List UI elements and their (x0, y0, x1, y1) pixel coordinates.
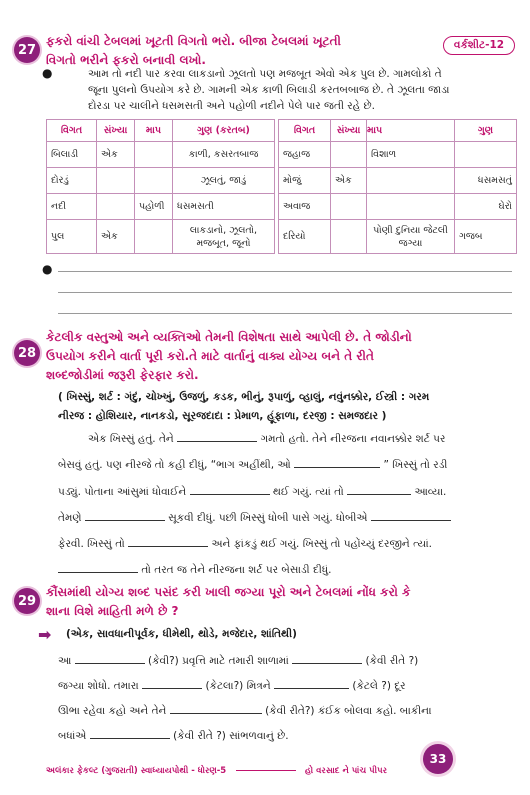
answer-options: (એક, સાવધાનીપૂર્વક, ધીમેથી, થોડે, મજેદાર, શાંતિથી) (66, 628, 297, 640)
table-cell[interactable] (331, 220, 367, 254)
fill-blank[interactable] (75, 654, 145, 664)
table-row (279, 220, 517, 254)
table-header: માપ (135, 120, 173, 142)
table-cell: પુલ (47, 220, 97, 254)
fill-line (58, 704, 432, 718)
worksheet-badge: વર્કશીટ-12 (443, 36, 515, 55)
table-cell: દોરડું (47, 168, 97, 194)
story-text: અને ફાંકડું થઈ ગયું. ખિસ્સું તો પહોંચ્યું દરજીને ત્યાં. (211, 538, 432, 550)
story-blank[interactable] (294, 458, 380, 468)
story-text: ” ખિસ્સું તો રડી (383, 459, 448, 471)
fill-line (58, 654, 418, 668)
story-text: સૂકવી દીધું. પછી ખિસ્સું ધોબી પાસે ગયું. ધોબીએ (168, 512, 368, 524)
table-cell: જહાજ (279, 142, 331, 168)
fill-text: (કેવી રીતે?) કંઈક બોલવા કહો. બાકીના (265, 705, 432, 717)
table-header: વિગત (279, 120, 331, 142)
table-cell[interactable] (455, 142, 517, 168)
table-header-row (47, 120, 275, 142)
table-cell[interactable] (97, 168, 135, 194)
bullet-icon: ● (42, 262, 53, 276)
story-text: તેમણે (58, 512, 82, 524)
passage-line: જૂના પુલનો ઉપયોગ કરે છે. ગામની એક કાળી બિલાડી કરતબબાજ છે. તે ઝૂલતા જાડા (88, 84, 450, 96)
question-28-title (46, 328, 412, 385)
story-text: ફેરવી. ખિસ્સું તો (58, 538, 125, 550)
story-text: એક ખિસ્સું હતું. તેને (88, 433, 174, 445)
question-29-title (46, 583, 411, 621)
page-number: 33 (423, 744, 453, 774)
table-row (279, 168, 517, 194)
story-line (58, 458, 447, 472)
fill-line (58, 729, 289, 743)
table-cell[interactable] (135, 168, 173, 194)
passage-line: દોરડા પર ચાલીને ધસમસતી અને પહોળી નદીને પેલે પાર જતી રહે છે. (88, 100, 375, 112)
footer-divider (236, 770, 296, 771)
story-text: બેસવું હતું. પણ નીરજે તો કહી દીધું, “ભાગ અહીંથી, ઓ (58, 459, 291, 471)
story-line (88, 432, 445, 446)
table-cell: વિશાળ (367, 142, 455, 168)
table-cell: ગજબ (455, 220, 517, 254)
table-cell: પોણી દુનિયા જેટલી જગ્યા (367, 220, 455, 254)
detail-table-2 (278, 119, 517, 254)
table-row (47, 220, 275, 254)
answer-line[interactable] (58, 292, 512, 293)
fill-blank[interactable] (292, 654, 362, 664)
table-cell: પહોળી (135, 194, 173, 220)
question-number-29: 29 (14, 588, 40, 614)
table-cell: ઘેરો (455, 194, 517, 220)
table-cell[interactable] (331, 194, 367, 220)
table-header: સંખ્યા (331, 120, 367, 142)
word-pairs-line: નીરજ : હોશિયાર, નાનકડો, સૂરજદાદા : પ્રેમાળ, હૂંફાળા, દરજી : સમજદાર ) (58, 410, 387, 422)
table-row (47, 168, 275, 194)
table-row (279, 142, 517, 168)
question-27-title-line-2: વિગતો ભરીને ફકરો બનાવી લખો. (46, 53, 206, 67)
fill-text: (કેટલા?) મિત્રને (205, 680, 271, 692)
question-number-27: 27 (14, 37, 40, 63)
story-blank[interactable] (85, 511, 165, 521)
question-29-title-line-2: શાના વિશે માહિતી મળે છે ? (46, 604, 179, 618)
table-header: માપ (367, 120, 455, 142)
table-cell: લાકડાનો, ઝૂલતો, મજબૂત, જૂનો (173, 220, 275, 254)
story-blank[interactable] (58, 563, 138, 573)
table-cell: દરિયો (279, 220, 331, 254)
table-cell: ઝૂલતું, જાડું (173, 168, 275, 194)
table-header: વિગત (47, 120, 97, 142)
story-line (58, 563, 332, 577)
answer-line[interactable] (58, 271, 512, 272)
table-cell: બિલાડી (47, 142, 97, 168)
story-text: ગમતો હતો. તેને નીરજના નવાનક્કોર શર્ટ પર (260, 433, 446, 445)
story-blank[interactable] (347, 485, 411, 495)
fill-line (58, 679, 406, 693)
table-header: ગુણ (455, 120, 517, 142)
fill-blank[interactable] (274, 679, 349, 689)
fill-text: (કેવી?) પ્રવૃત્તિ માટે તમારી શાળામાં (148, 655, 289, 667)
table-cell[interactable] (135, 142, 173, 168)
question-27-title-line-1: ફકરો વાંચી ટેબલમાં ખૂટતી વિગતો ભરો. બીજા ટેબલમાં ખૂટતી (46, 34, 341, 48)
story-line (58, 485, 446, 499)
passage-line: આમ તો નદી પાર કરવા લાકડાનો ઝૂલતો પણ મજબૂત એવો એક પુલ છે. ગામલોકો તે (88, 68, 442, 80)
answer-line[interactable] (58, 313, 512, 314)
detail-table-1 (46, 119, 275, 254)
fill-text: ઊભા રહેવા કહો અને તેને (58, 705, 167, 717)
table-row (279, 194, 517, 220)
question-28-title-line-2: ઉપયોગ કરીને વાર્તા પૂરી કરો.તે માટે વાર્તાનું વાક્ય યોગ્ય બને તે રીતે (46, 349, 374, 363)
word-pairs-line: ( ખિસ્સું, શર્ટ : ગંદું, ચોખ્ખું, ઉજળું, કડક, ભીનું, રૂપાળું, વ્હાલું, નવુંનક્કોર, ઈસ્ત્રી : ગરમ (58, 391, 430, 403)
table-cell: ધસમસતી (173, 194, 275, 220)
table-cell: ધસમસતું (455, 168, 517, 194)
story-blank[interactable] (371, 511, 451, 521)
fill-text: આ (58, 655, 72, 667)
table-row (47, 142, 275, 168)
table-cell: એક (97, 142, 135, 168)
fill-text: (કેવી રીતે ?) સાંભળવાનું છે. (173, 730, 289, 742)
story-text: થઈ ગયું. ત્યાં તો (272, 486, 344, 498)
story-text: પડ્યું. પોતાના આંસુમાં ધોવાઈને (58, 486, 187, 498)
table-header-row (279, 120, 517, 142)
table-cell[interactable] (135, 220, 173, 254)
table-cell[interactable] (367, 194, 455, 220)
story-blank[interactable] (177, 432, 257, 442)
fill-blank[interactable] (90, 729, 170, 739)
fill-text: (કેટલે ?) દૂર (352, 680, 406, 692)
table-cell[interactable] (367, 168, 455, 194)
footer-chapter-title: હો વરસાદ ને પાંચ પીપર (305, 766, 388, 776)
word-pairs (58, 388, 516, 426)
table-cell: અવાજ (279, 194, 331, 220)
question-27-title (46, 32, 341, 70)
fill-text: બધાંએ (58, 730, 87, 742)
table-cell[interactable] (97, 194, 135, 220)
question-28-title-line-3: શબ્દજોડીમાં જરૂરી ફેરફાર કરો. (46, 368, 199, 382)
table-cell: એક (97, 220, 135, 254)
table-cell[interactable] (331, 142, 367, 168)
question-27-passage (88, 66, 508, 114)
question-number-28: 28 (14, 340, 40, 366)
story-line (58, 537, 432, 551)
right-arrow-icon: ➡ (38, 625, 52, 644)
story-text: આવ્યા. (414, 486, 447, 498)
table-header: ગુણ (કરતબ) (173, 120, 275, 142)
story-blank[interactable] (128, 537, 208, 547)
question-29-title-line-1: કૌંસમાંથી યોગ્ય શબ્દ પસંદ કરી ખાલી જગ્યા પૂરો અને ટેબલમાં નોંધ કરો કે (46, 585, 411, 599)
story-blank[interactable] (190, 485, 270, 495)
table-cell: એક (331, 168, 367, 194)
table-cell: નદી (47, 194, 97, 220)
fill-text: જગ્યા શોધો. તમારા (58, 680, 139, 692)
fill-blank[interactable] (142, 679, 202, 689)
table-header: સંખ્યા (97, 120, 135, 142)
bullet-icon: ● (42, 66, 53, 80)
fill-text: (કેવી રીતે ?) (365, 655, 419, 667)
fill-blank[interactable] (170, 704, 262, 714)
footer-book-title: અલંકાર ફેકલ્ટ (ગુજરાતી) સ્વાધ્યાયપોથી - ધોરણ-5 (46, 766, 227, 776)
story-line (58, 511, 451, 525)
table-row (47, 194, 275, 220)
table-cell: કાળી, કસરતબાજ (173, 142, 275, 168)
table-cell: મોજું (279, 168, 331, 194)
question-28-title-line-1: કેટલીક વસ્તુઓ અને વ્યક્તિઓ તેમની વિશેષતા સાથે આપેલી છે. તે જોડીનો (46, 330, 412, 344)
story-text: તો તરત જ તેને નીરજના શર્ટ પર બેસાડી દીધું. (141, 564, 332, 576)
